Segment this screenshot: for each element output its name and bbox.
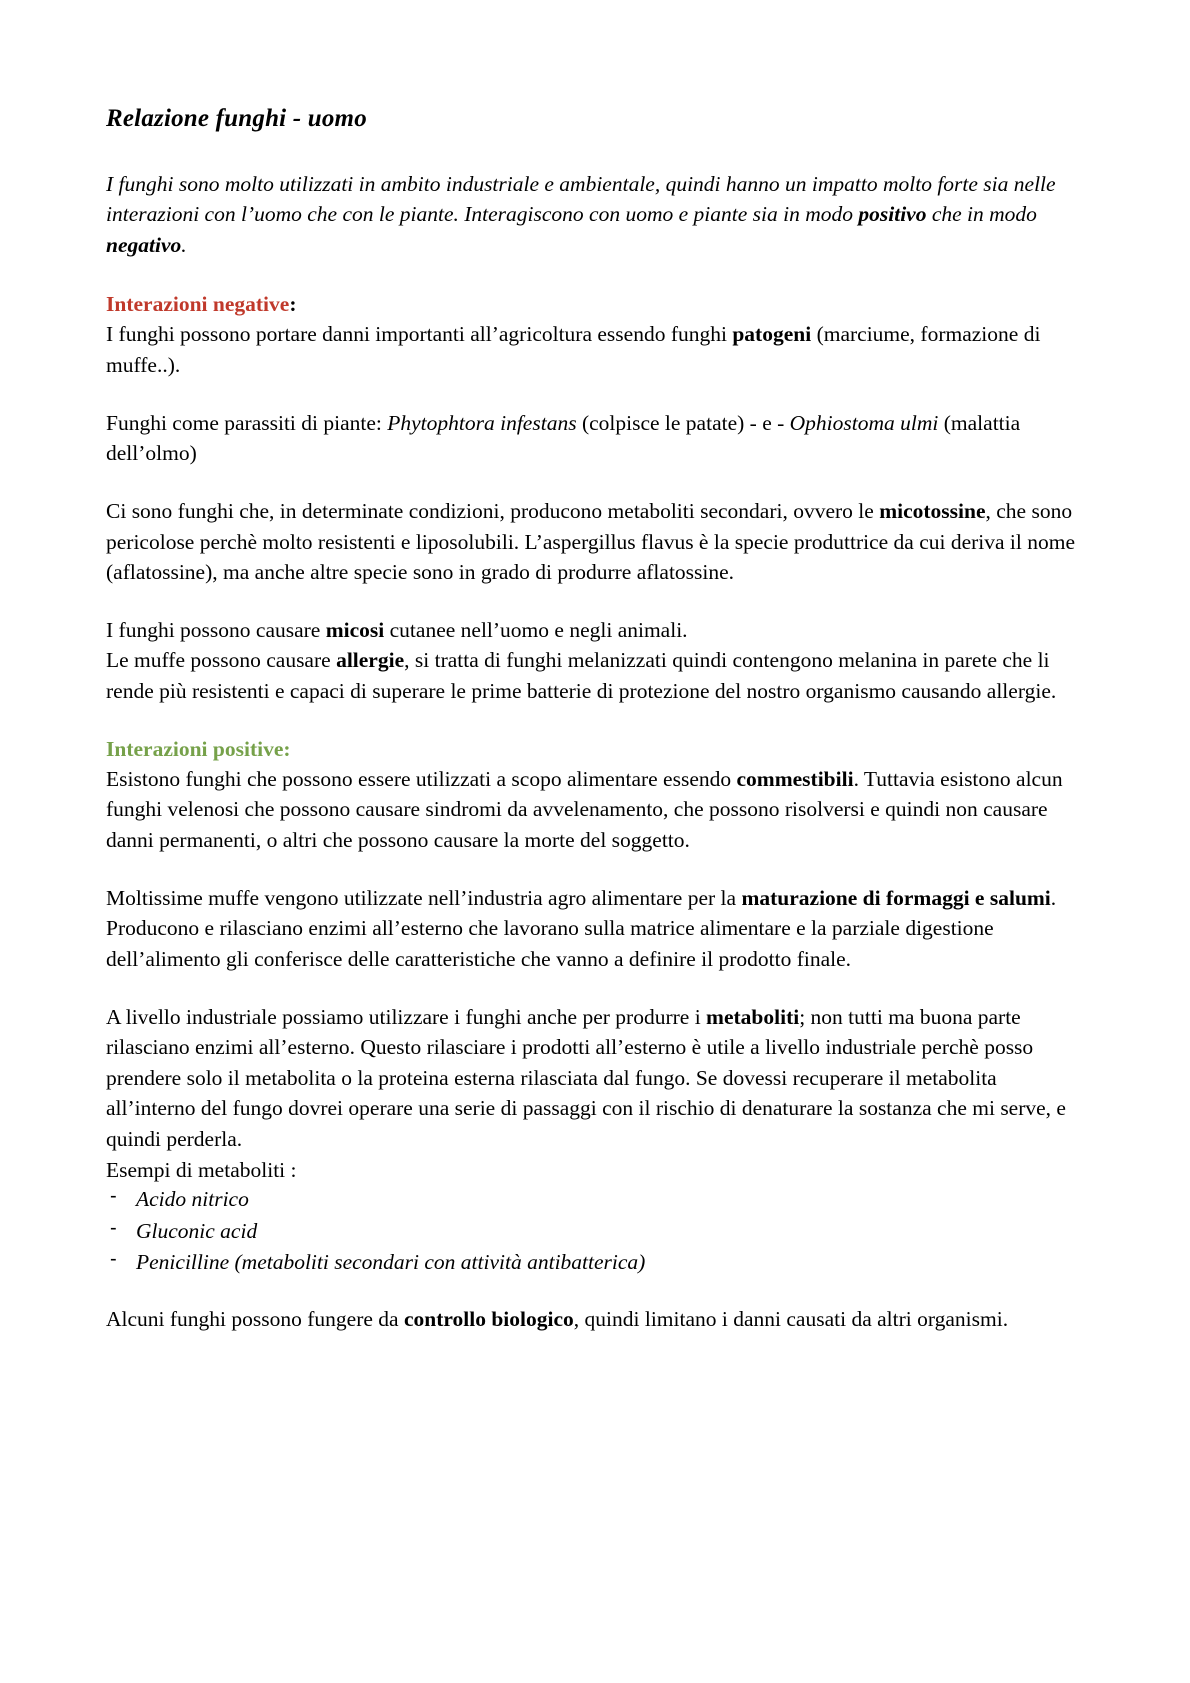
neg-p2-part-1: Funghi come parassiti di piante: [106,410,388,435]
pos-p4-bold-controllo-biologico: controllo biologico [403,1307,574,1332]
list-item [106,1185,1082,1214]
pos-p4-part-1: Alcuni funghi possono fungere da [106,1307,404,1332]
list-item [106,1217,1082,1246]
positive-paragraph-4 [106,1304,1082,1335]
neg-p2-italic-ophiostoma: Ophiostoma ulmi [789,410,939,435]
pos-p2-bold-maturazione: maturazione di formaggi e salumi [741,885,1051,910]
pos-p1-part-2: . Tuttavia esistono alcun funghi velenosi che possono causare sindromi da avvelenamento, che possono risolversi e quindi non causare danni permanenti, o altri che possono causare la morte del soggetto. [106,766,1063,853]
intro-text-part-3: . [181,232,187,257]
list-item-label: Gluconic acid [136,1218,258,1243]
neg-p3-bold-micotossine: micotossine [879,498,986,523]
negative-paragraph-1 [106,319,1082,380]
pos-p3-bold-metaboliti: metaboliti [706,1004,800,1029]
neg-p1-part-1: I funghi possono portare danni importanti all’agricoltura essendo funghi [106,322,733,347]
intro-bold-positivo: positivo [858,202,927,227]
neg-p4-part-2: cutanee nell’uomo e negli animali. [384,617,688,642]
negative-paragraph-2 [106,408,1082,469]
pos-p1-bold-commestibili: commestibili [736,766,854,791]
examples-label: Esempi di metaboliti : [106,1157,297,1182]
positive-paragraph-3 [106,1002,1082,1155]
neg-p2-italic-phytophtora: Phytophtora infestans [387,410,577,435]
neg-p2-part-2: (colpisce le patate) - e - [576,410,790,435]
bullet-dash-icon: - [110,1247,117,1270]
pos-p1-part-1: Esistono funghi che possono essere utilizzati a scopo alimentare essendo [106,766,737,791]
heading-negative-label: Interazioni negative [106,292,290,317]
metabolites-list [106,1185,1082,1277]
neg-p3-part-1: Ci sono funghi che, in determinate condizioni, producono metaboliti secondari, ovvero le [106,498,880,523]
neg-p5-part-1: Le muffe possono causare [106,648,337,673]
intro-bold-negativo: negativo [106,232,182,257]
pos-p3-part-1: A livello industriale possiamo utilizzare i funghi anche per produrre i [106,1004,707,1029]
positive-paragraph-2 [106,883,1082,975]
neg-p1-part-2: (marciume, formazione di muffe..). [106,322,1041,378]
heading-interazioni-positive: Interazioni positive: [106,736,291,761]
negative-paragraph-4 [106,615,1082,646]
page-title: Relazione funghi - uomo [106,105,367,132]
list-item-label: Penicilline (metaboliti secondari con attività antibatterica) [136,1249,646,1274]
neg-p1-bold-patogeni: patogeni [732,322,812,347]
neg-p4-bold-micosi: micosi [325,617,385,642]
intro-text-part-1: I funghi sono molto utilizzati in ambito industriale e ambientale, quindi hanno un impatto molto forte sia nelle interazioni con l’uomo che con le piante. Interagiscono con uomo e piante sia in modo [106,171,1056,227]
pos-p4-part-2: , quindi limitano i danni causati da altri organismi. [573,1307,1009,1332]
pos-p2-part-2: . Producono e rilasciano enzimi all’esterno che lavorano sulla matrice alimentare e la parziale digestione dell’alimento gli conferisce delle caratteristiche che vanno a definire il prodotto finale. [106,885,1057,971]
negative-paragraph-5 [106,645,1082,706]
pos-p2-part-1: Moltissime muffe vengono utilizzate nell’industria agro alimentare per la [106,885,742,910]
neg-p5-bold-allergie: allergie [336,648,405,673]
bullet-dash-icon: - [110,1185,117,1208]
neg-p3-part-2: , che sono pericolose perchè molto resistenti e liposolubili. L’aspergillus flavus è la specie produttrice da cui deriva il nome (aflatossine), ma anche altre specie sono in grado di produrre aflatossine. [106,498,1076,585]
list-item [106,1248,1082,1277]
neg-p2-part-3: (malattia dell’olmo) [106,410,1021,466]
positive-paragraph-1 [106,764,1082,856]
bullet-dash-icon: - [110,1216,117,1239]
neg-p5-part-2: , si tratta di funghi melanizzati quindi contengono melanina in parete che li rende più resistenti e capaci di superare le prime batterie di protezione del nostro organismo causando allergie. [106,648,1057,704]
heading-negative-colon: : [289,292,297,317]
heading-interazioni-negative [106,289,1082,319]
intro-text-part-2: che in modo [926,202,1037,227]
list-item-label: Acido nitrico [136,1187,249,1212]
negative-paragraph-3 [106,496,1082,588]
pos-p3-part-2: ; non tutti ma buona parte rilasciano enzimi all’esterno. Questo rilasciare i prodotti all’esterno è utile a livello industriale perchè posso prendere solo il metabolita o la proteina esterna rilasciata dal fungo. Se dovessi recuperare il metabolita all’interno del fungo dovrei operare una serie di passaggi con il rischio di denaturare la sostanza che mi serve, e quindi perderla. [106,1004,1066,1152]
intro-paragraph [106,169,1082,261]
neg-p4-part-1: I funghi possono causare [106,617,326,642]
